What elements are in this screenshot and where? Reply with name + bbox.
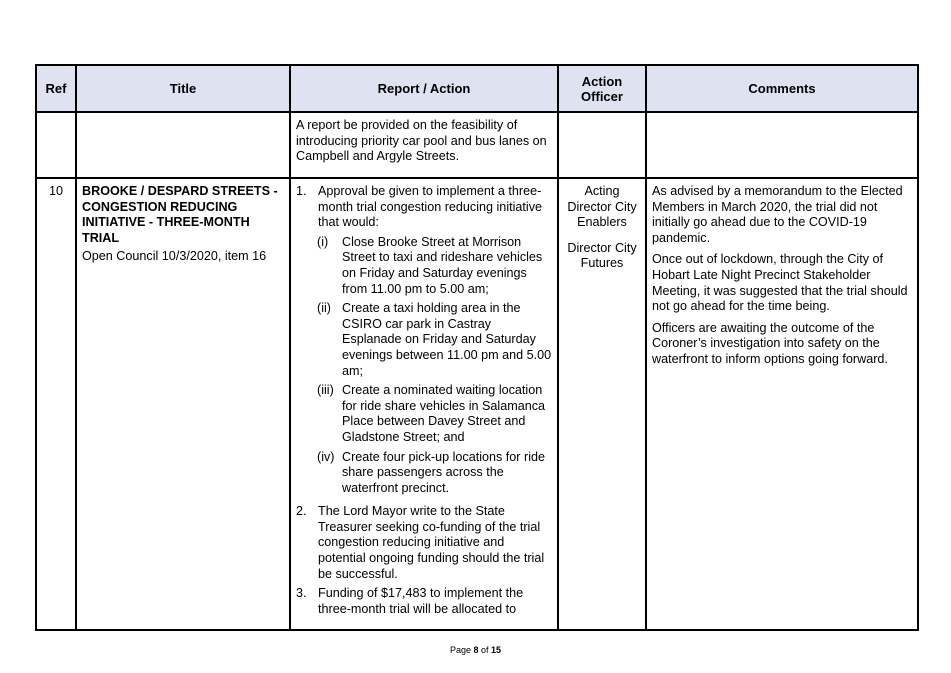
page-label: Page — [449, 645, 471, 655]
action-item — [296, 184, 552, 500]
sub-action-number: (iii) — [317, 383, 334, 398]
cell-comments — [646, 178, 918, 630]
action-number: 3. — [296, 586, 307, 601]
header-report-action: Report / Action — [290, 65, 558, 112]
page-number-footer — [0, 645, 951, 655]
cell-ref: 10 — [36, 178, 76, 630]
cell-report-action — [290, 178, 558, 630]
page-current: 8 — [473, 645, 479, 655]
cell-ref — [36, 112, 76, 178]
action-officer-name: Acting Director City Enablers — [567, 184, 637, 230]
header-action-officer-line1: Action — [581, 73, 623, 89]
item-meeting-reference: Open Council 10/3/2020, item 16 — [82, 249, 267, 264]
table-row — [36, 112, 918, 178]
page-total: 15 — [491, 645, 502, 655]
action-text: Funding of $17,483 to implement the three-month trial will be allocated to — [318, 586, 524, 616]
action-text: The Lord Mayor write to the State Treasurer seeking co-funding of the trial congestion reducing initiative and potential ongoing funding should the trial be successful. — [318, 504, 545, 581]
action-number: 1. — [296, 184, 307, 198]
sub-action-item — [318, 450, 552, 497]
sub-action-number: (ii) — [317, 301, 331, 316]
action-item — [296, 586, 552, 617]
sub-action-number: (iv) — [317, 449, 335, 464]
actions-table — [35, 64, 919, 631]
sub-action-text: Create a nominated waiting location for ride share vehicles in Salamanca Place between Davey Street and Gladstone Street; and — [342, 383, 546, 444]
page-of: of — [481, 645, 489, 655]
cell-report-action: A report be provided on the feasibility of introducing priority car pool and bus lanes on Campbell and Argyle Streets. — [290, 112, 558, 178]
action-number: 2. — [296, 504, 307, 519]
header-row — [36, 65, 918, 112]
header-title: Title — [76, 65, 290, 112]
item-title: BROOKE / DESPARD STREETS - CONGESTION REDUCING INITIATIVE - THREE-MONTH TRIAL — [82, 184, 278, 245]
cell-action-officer — [558, 178, 646, 630]
comment-paragraph: Officers are awaiting the outcome of the Coroner’s investigation into safety on the waterfront to inform options going forward. — [652, 320, 888, 366]
cell-title — [76, 112, 290, 178]
comment-paragraph: As advised by a memorandum to the Elected Members in March 2020, the trial did not initially go ahead due to the COVID-19 pandemic. — [652, 184, 903, 245]
header-comments: Comments — [646, 65, 918, 112]
sub-action-text: Create four pick-up locations for ride share passengers across the waterfront precinct. — [342, 449, 545, 495]
header-action-officer-line2: Officer — [581, 88, 623, 104]
table-row — [36, 178, 918, 630]
sub-action-item — [318, 301, 552, 379]
sub-action-item — [318, 383, 552, 445]
sub-action-text: Close Brooke Street at Morrison Street to taxi and rideshare vehicles on Friday and Saturday evenings from 11.00 pm to 5.00 am; — [342, 234, 543, 296]
action-text: Approval be given to implement a three-month trial congestion reducing initiative that would: — [318, 184, 543, 230]
cell-action-officer — [558, 112, 646, 178]
action-item — [296, 504, 552, 582]
sub-action-list — [318, 235, 552, 497]
action-list — [296, 184, 552, 617]
comment-paragraph: Once out of lockdown, through the City of Hobart Late Night Precinct Stakeholder Meeting, it was suggested that the trial should not go ahead for the time being. — [652, 252, 908, 314]
header-action-officer — [558, 65, 646, 112]
action-officer-name: Director City Futures — [567, 240, 637, 271]
sub-action-text: Create a taxi holding area in the CSIRO car park in Castray Esplanade on Friday and Saturday evenings between 11.00 pm and 5.00 am; — [342, 301, 552, 378]
sub-action-number: (i) — [317, 234, 329, 249]
cell-comments — [646, 112, 918, 178]
header-ref: Ref — [36, 65, 76, 112]
cell-title — [76, 178, 290, 630]
sub-action-item — [318, 235, 552, 297]
